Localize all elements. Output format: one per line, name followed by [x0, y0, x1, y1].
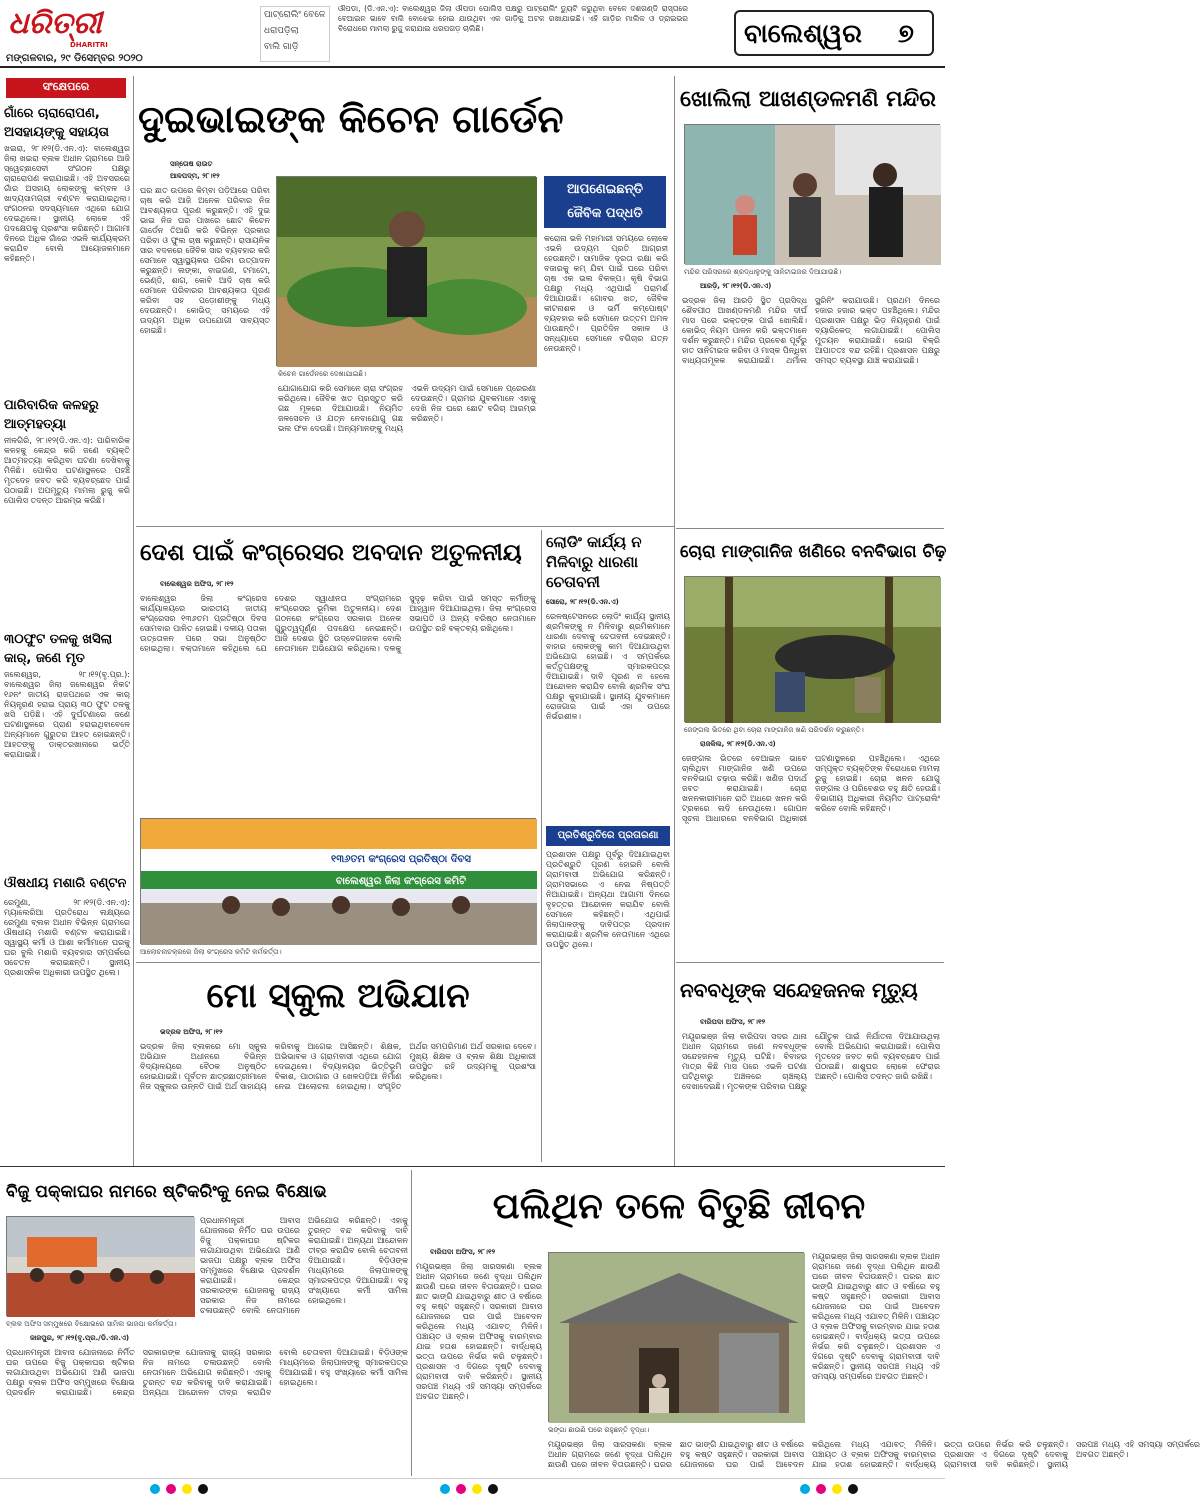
ear-line: ପାଟ୍ରୋଲିଂ ବେଳେ — [264, 10, 326, 20]
polythene-body-3: ମୟୂରଭଞ୍ଜ ଜିଲା ସାରସକଣା ବ୍ଲକ ଅଧୀନ ଗ୍ରାମରେ ଜଣେ ବୃଦ୍ଧା ପଲିଥିନ ଛାଉଣି ଘରେ ଜୀବନ ବିତାଉଛନ୍ତି। ଘରର ଛାତ ଭାଙ୍ଗି ଯାଇଥିବାରୁ ଶୀତ ଓ ବର୍ଷାରେ ବହୁ କଷ୍ଟ ସହୁଛନ୍ତି। ସରକାରୀ ଆବାସ ଯୋଜନାରେ ଘର ପାଇଁ ଆବେଦନ କରିଥିଲେ ମଧ୍ୟ ଏଯାବତ୍ ମିଳିନି। ପଞ୍ଚାୟତ ଓ ବ୍ଲକ ଅଫିସକୁ ବାରମ୍ବାର ଯାଇ ହତାଶ ହୋଇଛନ୍ତି। ବାର୍ଦ୍ଧକ୍ୟ ଭତ୍ତା ଉପରେ ନିର୍ଭର କରି ଚଳୁଛନ୍ତି। ପ୍ରଶାସନ ଏ ଦିଗରେ ଦୃଷ୍ଟି ଦେବାକୁ ଗ୍ରାମବାସୀ ଦାବି କରିଛନ୍ତି। ସ୍ଥାନୀୟ ସରପଞ୍ଚ ମଧ୍ୟ ଏହି ସମସ୍ୟା ସମ୍ପର୍କରେ ଅବଗତ ଅଛନ୍ତି। — [812, 1252, 940, 1381]
reg-mark-yellow — [832, 1484, 842, 1494]
reg-mark-yellow — [472, 1484, 482, 1494]
section-rule — [676, 528, 944, 529]
school-dateline: ଭଦ୍ରକ ଅଫିସ, ୨୮।୧୨ — [160, 1028, 223, 1036]
temple-body: ଭଦ୍ରକ ଜିଲା ଆରଡ଼ି ସ୍ଥିତ ପ୍ରସିଦ୍ଧ ଶୈବପୀଠ ଆଖଣ୍ଡଳମଣି ମନ୍ଦିର ଦୀର୍ଘ ମାସ ପରେ ଭକ୍ତଙ୍କ ପାଇଁ ଖୋଲିଛି। କୋଭିଡ୍ ନିୟମ ପାଳନ କରି ଭକ୍ତମାନେ ଦର୍ଶନ କରୁଛନ୍ତି। ମନ୍ଦିର ପ୍ରବେଶ ପୂର୍ବରୁ ହାତ ସାନିଟାଇଜ କରିବା ଓ ମାସ୍କ ପିନ୍ଧିବା ବାଧ୍ୟତାମୂଳକ କରାଯାଇଛି। ଥର୍ମାଲ ସ୍କ୍ରିନିଂ କରାଯାଉଛି। ପ୍ରଥମ ଦିନରେ ହଜାର ହଜାର ଭକ୍ତ ପହଞ୍ଚିଥିଲେ। ମନ୍ଦିର ପ୍ରଶାସନ ପକ୍ଷରୁ ଭିଡ଼ ନିୟନ୍ତ୍ରଣ ପାଇଁ ବ୍ୟାରିକେଡ୍ ଲଗାଯାଇଛି। ପୋଲିସ ମୁତୟନ କରାଯାଇଛି। ଭୋଗ ବିକ୍ରି ଆପାତତଃ ବନ୍ଦ ରହିଛି। ପ୍ରଶାସନ ପକ୍ଷରୁ ସମସ୍ତ ବ୍ୟବସ୍ଥା ଯାଞ୍ଚ କରାଯାଇଛି। — [682, 296, 940, 365]
brief-headline: ଔଷଧୀୟ ମଶାରି ବଣ୍ଟନ — [4, 876, 127, 891]
polythene-dateline: ବାରିପଦା ଅଫିସ, ୨୮।୧୨ — [430, 1248, 496, 1256]
forest-headline: ଚୋରା ମାଙ୍ଗାନିଜ ଖଣିରେ ବନବିଭାଗ ଚିଢ଼ — [680, 542, 947, 562]
biju-dateline: ଜାଜପୁର, ୨୮।୧୨(ବୃ.ପ୍ର./ଡି.ଏନ.ଏ) — [30, 1334, 130, 1342]
brief-body: ଖଇରା, ୨୮।୧୨(ଡି.ଏନ.ଏ): ବାଲେଶ୍ୱର ଜିଲା ଖଇରା ବ୍ଲକ ଅଧୀନ ଗ୍ରାମରେ ଆଜି ସ୍ୱେଚ୍ଛାସେବୀ ସଂଗଠନ ପକ୍ଷରୁ ଚାରାରୋପଣ କରାଯାଇଛି। ଏହି ଅବସରରେ ଗାଁର ଅସହାୟ ଲୋକଙ୍କୁ କମ୍ବଳ ଓ ଖାଦ୍ୟସାମଗ୍ରୀ ବଣ୍ଟନ କରାଯାଇଥିଲା। ସଂଗଠନର ସଦସ୍ୟମାନେ ଏଥିରେ ଯୋଗ ଦେଇଥିଲେ। ସ୍ଥାନୀୟ ଲୋକେ ଏହି ପଦକ୍ଷେପକୁ ପ୍ରଶଂସା କରିଛନ୍ତି। ଆଗାମୀ ଦିନରେ ଅଧିକ ଗାଁରେ ଏଭଳି କାର୍ଯ୍ୟକ୍ରମ କରାଯିବ ବୋଲି ଆୟୋଜକମାନେ କହିଛନ୍ତି। — [4, 144, 130, 263]
ear-line: ବାଲି ଗାଡ଼ି — [264, 42, 299, 52]
temple-photo-image — [685, 125, 941, 265]
forest-photo-image — [685, 577, 941, 723]
congress-caption: ଆଲୋଚନାଚକ୍ରରେ ଜିଲା କଂଗ୍ରେସ କମିଟି କର୍ମକର୍ତ୍ତା। — [140, 948, 282, 956]
column-rule — [133, 76, 134, 1166]
brief-body: ରେମୁଣା, ୨୮।୧୨(ଡି.ଏନ.ଏ): ମ୍ୟାଲେରିଆ ପ୍ରତିରୋଧ ଲକ୍ଷ୍ୟରେ ରେମୁଣା ବ୍ଲକ ଅଧୀନ ବିଭିନ୍ନ ଗ୍ରାମରେ ଔଷଧୀୟ ମଶାରି ବଣ୍ଟନ କରାଯାଇଛି। ସ୍ୱାସ୍ଥ୍ୟ କର୍ମୀ ଓ ଆଶା କର୍ମୀମାନେ ଘରକୁ ଘର ବୁଲି ମଶାରି ବ୍ୟବହାର ସମ୍ପର୍କରେ ସଚେତନ କରାଇଛନ୍ତି। ସ୍ଥାନୀୟ ପ୍ରଶାସନିକ ଅଧିକାରୀ ଉପସ୍ଥିତ ଥିଲେ। — [4, 898, 130, 977]
section-rule — [676, 962, 944, 963]
masthead — [0, 0, 945, 68]
polythene-caption: ଭଙ୍ଗା ଛାଉଣି ଘରେ ରହୁଛନ୍ତି ବୃଦ୍ଧା। — [548, 1426, 650, 1434]
temple-photo — [684, 124, 940, 264]
bride-headline: ନବବଧୂଙ୍କ ସନ୍ଦେହଜନକ ମୃତ୍ୟୁ — [680, 978, 918, 1002]
sidebar-tag: ସଂକ୍ଷେପରେ — [6, 78, 126, 98]
brief-headline: ଗାଁରେ ଚାରାରୋପଣ, ଅସହାୟଙ୍କୁ ସହାୟତା — [4, 106, 109, 140]
biju-photo — [6, 1216, 194, 1316]
forest-dateline: ରାଜକିଲ, ୨୮।୧୨(ଡି.ଏନ.ଏ) — [700, 740, 776, 748]
kitchen-garden-dateline: ଆଳପଦ୍ମ, ୨୮।୧୨ — [170, 172, 220, 180]
biju-headline: ବିଜୁ ପକ୍କାଘର ନାମରେ ଷ୍ଟିକରିଂକୁ ନେଇ ବିକ୍ଷୋଭ — [6, 1182, 327, 1202]
district-tag — [734, 10, 934, 56]
forest-caption: ଜେଙ୍ଗଲ ଭିତରେ ଥିବା ଚୋରା ମାଙ୍ଗାନିଜ ଖଣି ପରିଦର୍ଶନ କରୁଛନ୍ତି। — [684, 726, 864, 734]
brief-headline: ପାରିବାରିକ କଳହରୁ ଆତ୍ମହତ୍ୟା — [4, 398, 99, 432]
section-rule — [136, 526, 674, 527]
kitchen-garden-byline: ସନ୍ତୋଷ ରାଉତ — [170, 160, 213, 168]
sidebar-column — [4, 100, 130, 1160]
forest-photo — [684, 576, 940, 722]
reg-mark-cyan — [150, 1484, 160, 1494]
congress-body: ବାଲେଶ୍ୱର ଜିଲା କଂଗ୍ରେସ କାର୍ଯ୍ୟାଳୟରେ ଭାରତୀୟ ଜାତୀୟ କଂଗ୍ରେସର ୧୩୬ତମ ପ୍ରତିଷ୍ଠା ଦିବସ ସୋମବାର ପାଳିତ ହୋଇଛି। ଦଳୀୟ ପତାକା ଉତ୍ତୋଳନ ପରେ ସଭା ଅନୁଷ୍ଠିତ ହୋଇଥିଲା। ବକ୍ତାମାନେ କହିଥିଲେ ଯେ ଦେଶର ସ୍ୱାଧୀନତା ସଂଗ୍ରାମରେ କଂଗ୍ରେସର ଭୂମିକା ଅତୁଳନୀୟ। ଦେଶ ଗଠନରେ କଂଗ୍ରେସ ସରକାର ଅନେକ ଗୁରୁତ୍ୱପୂର୍ଣ୍ଣ ପଦକ୍ଷେପ ନେଇଛନ୍ତି। ଆଜି ଦେଶର ସ୍ଥିତି ଉଦ୍‌ବେଗଜନକ ବୋଲି ନେତାମାନେ ଅଭିଯୋଗ କରିଥିଲେ। ଦଳକୁ ସୁଦୃଢ଼ କରିବା ପାଇଁ ସମସ୍ତ କର୍ମୀଙ୍କୁ ଆହ୍ୱାନ ଦିଆଯାଇଥିଲା। ଜିଲା କଂଗ୍ରେସ ସଭାପତି ଓ ଅନ୍ୟ ବରିଷ୍ଠ ନେତାମାନେ ଉପସ୍ଥିତ ରହି ବକ୍ତବ୍ୟ ରଖିଥିଲେ। — [140, 594, 536, 653]
ear-line: ଧରାପଡ଼ିଲା — [264, 26, 299, 36]
school-body: ଭଦ୍ରକ ଜିଲା ବ୍ଲକରେ ମୋ ସ୍କୁଲ ଅଭିଯାନ ଅଧୀନରେ ବିଭିନ୍ନ ବିଦ୍ୟାଳୟରେ ବୈଠକ ଅନୁଷ୍ଠିତ ହୋଇଯାଇଛି। ପୂର୍ବତନ ଛାତ୍ରଛାତ୍ରୀମାନେ ନିଜ ସ୍କୁଲର ଉନ୍ନତି ପାଇଁ ଅର୍ଥ ସାହାଯ୍ୟ କରିବାକୁ ଆଗେଇ ଆସିଛନ୍ତି। ଶିକ୍ଷକ, ଅଭିଭାବକ ଓ ଗ୍ରାମବାସୀ ଏଥିରେ ଯୋଗ ଦେଇଥିଲେ। ବିଦ୍ୟାଳୟର ଭିତ୍ତିଭୂମି ବିକାଶ, ପାଠାଗାର ଓ ଖେଳପଡ଼ିଆ ନିର୍ମାଣ ନେଇ ଆଲୋଚନା ହୋଇଥିଲା। ସଂଗୃହିତ ଅର୍ଥର ସମପରିମାଣ ଅର୍ଥ ସରକାର ଦେବେ। ମୁଖ୍ୟ ଶିକ୍ଷକ ଓ ବ୍ଲକ ଶିକ୍ଷା ଅଧିକାରୀ ଉପସ୍ଥିତ ରହି ଉଦ୍ୟମକୁ ପ୍ରଶଂସା କରିଥିଲେ। — [140, 1042, 536, 1091]
organic-method-body: କରୋନା ଭଳି ମହାମାରୀ ସମୟରେ ଲୋକେ ଏଭଳି ଉଦ୍ୟମ ପ୍ରତି ଆଗ୍ରହୀ ହେଉଛନ୍ତି। ସାମାଜିକ ଦୂରତା ରକ୍ଷା କରି ବଜାରକୁ କମ୍ ଯିବା ପାଇଁ ଘରେ ପରିବା ଚାଷ ଏକ ଭଲ ବିକଳ୍ପ। କୃଷି ବିଭାଗ ପକ୍ଷରୁ ମଧ୍ୟ ଏଥିପାଇଁ ପରାମର୍ଶ ଦିଆଯାଉଛି। ଗୋବର ଖତ, ଜୈବିକ କୀଟନାଶକ ଓ ଭର୍ମି କମ୍ପୋଷ୍ଟ ବ୍ୟବହାର କରି ସେମାନେ ଉତ୍ତମ ଅମଳ ପାଉଛନ୍ତି। ପ୍ରତିଦିନ ସକାଳ ଓ ସନ୍ଧ୍ୟାରେ ସେମାନେ ବଗିଚାର ଯତ୍ନ ନେଉଛନ୍ତି। — [544, 234, 668, 353]
reg-mark-magenta — [816, 1484, 826, 1494]
district-name: ବାଲେଶ୍ୱର — [744, 19, 862, 49]
reg-mark-yellow — [182, 1484, 192, 1494]
newspaper-logo-sub: DHARITRI — [70, 41, 108, 49]
column-rule — [674, 76, 675, 1166]
brief-body: ଜଲେଶ୍ୱର, ୨୮।୧୨(ବୃ.ପ୍ର.): ବାଲେଶ୍ୱର ଜିଲା ଜଲେଶ୍ୱର ନିକଟ ୧୬ନଂ ଜାତୀୟ ରାଜପଥରେ ଏକ କାର୍ ନିୟନ୍ତ୍ରଣ ହରାଇ ପ୍ରାୟ ୩୦ ଫୁଟ ତଳକୁ ଖସି ପଡ଼ିଛି। ଏହି ଦୁର୍ଘଟଣାରେ ଜଣେ ଘଟଣାସ୍ଥଳରେ ପ୍ରାଣ ହରାଇଥିବାବେଳେ ଅନ୍ୟମାନେ ଗୁରୁତର ଆହତ ହୋଇଛନ୍ତି। ଆହତଙ୍କୁ ଡାକ୍ତରଖାନାରେ ଭର୍ତ୍ତି କରାଯାଇଛି। — [4, 670, 130, 759]
reg-mark-black — [198, 1484, 208, 1494]
loading-dateline: ସୋରୋ, ୨୮।୧୨(ଡି.ଏନ.ଏ) — [546, 598, 619, 606]
kitchen-garden-headline: ଦୁଇଭାଇଙ୍କ କିଚେନ ଗାର୍ଡେନ — [138, 97, 564, 141]
congress-photo — [140, 818, 536, 944]
section-rule — [136, 962, 540, 963]
forest-body: ଜେଙ୍ଗଲ ଭିତରେ ବେଆଇନ ଭାବେ ଚାଲିଥିବା ମାଙ୍ଗାନିଜ ଖଣି ଉପରେ ବନବିଭାଗ ଚଢ଼ାଉ କରିଛି। ଖଣିଜ ପଦାର୍ଥ ଜବତ କରାଯାଇଛି। ଚୋରା ଖନନକାରୀମାନେ ରାତି ଅଧରେ ଖନନ କରି ଟ୍ରକରେ ଲଦି ନେଉଥିଲେ। ଗୋପନ ସୂଚନା ଆଧାରରେ ବନବିଭାଗ ଅଧିକାରୀ ଘଟଣାସ୍ଥଳରେ ପହଞ୍ଚିଥିଲେ। ଏଥିରେ ସମ୍ପୃକ୍ତ ବ୍ୟକ୍ତିଙ୍କ ବିରୋଧରେ ମାମଲା ରୁଜୁ ହୋଇଛି। ଚୋରା ଖନନ ଯୋଗୁ ଜଙ୍ଗଲ ଓ ପରିବେଶର ବହୁ କ୍ଷତି ହେଉଛି। ବିଭାଗୀୟ ଅଧିକାରୀ ନିୟମିତ ପାଟ୍ରୋଲିଂ କରିବେ ବୋଲି କହିଛନ୍ତି। — [682, 754, 940, 823]
edition-date: ମଙ୍ଗଳବାର, ୨୯ ଡିସେମ୍ବର ୨୦୨୦ — [6, 53, 143, 64]
hut-photo-image — [549, 1253, 805, 1423]
polythene-body-2: ମୟୂରଭଞ୍ଜ ଜିଲା ସାରସକଣା ବ୍ଲକ ଅଧୀନ ଗ୍ରାମରେ ଜଣେ ବୃଦ୍ଧା ପଲିଥିନ ଛାଉଣି ଘରେ ଜୀବନ ବିତାଉଛନ୍ତି। ଘରର ଛାତ ଭାଙ୍ଗି ଯାଇଥିବାରୁ ଶୀତ ଓ ବର୍ଷାରେ ବହୁ କଷ୍ଟ ସହୁଛନ୍ତି। ସରକାରୀ ଆବାସ ଯୋଜନାରେ ଘର ପାଇଁ ଆବେଦନ କରିଥିଲେ ମଧ୍ୟ ଏଯାବତ୍ ମିଳିନି। ପଞ୍ଚାୟତ ଓ ବ୍ଲକ ଅଫିସକୁ ବାରମ୍ବାର ଯାଇ ହତାଶ ହୋଇଛନ୍ତି। ବାର୍ଦ୍ଧକ୍ୟ ଭତ୍ତା ଉପରେ ନିର୍ଭର କରି ଚଳୁଛନ୍ତି। ପ୍ରଶାସନ ଏ ଦିଗରେ ଦୃଷ୍ଟି ଦେବାକୁ ଗ୍ରାମବାସୀ ଦାବି କରିଛନ୍ତି। ସ୍ଥାନୀୟ ସରପଞ୍ଚ ମଧ୍ୟ ଏହି ସମସ୍ୟା ସମ୍ପର୍କରେ ଅବଗତ ଅଛନ୍ତି। — [548, 1440, 1200, 1469]
congress-dateline: ବାଲେଶ୍ୱର ଅଫିସ, ୨୮।୧୨ — [160, 580, 234, 588]
bride-body: ମୟୂରଭଞ୍ଜ ଜିଲା ବାରିପଦା ସଦର ଥାନା ଅଧୀନ ଗ୍ରାମରେ ଜଣେ ନବବଧୂଙ୍କ ସନ୍ଦେହଜନକ ମୃତ୍ୟୁ ଘଟିଛି। ବିବାହର ମାତ୍ର କିଛି ମାସ ପରେ ଏଭଳି ଘଟଣା ଘଟିଥିବାରୁ ଅଞ୍ଚଳରେ ଚାଞ୍ଚଲ୍ୟ ଦେଖାଦେଇଛି। ମୃତକଙ୍କ ପରିବାର ପକ୍ଷରୁ ଯୌତୁକ ପାଇଁ ନିର୍ଯାତନା ଦିଆଯାଉଥିଲା ବୋଲି ଅଭିଯୋଗ କରାଯାଇଛି। ପୋଲିସ ମୃତଦେହ ଜବତ କରି ବ୍ୟବଚ୍ଛେଦ ପାଇଁ ପଠାଇଛି। ଶାଶୁଘର ଲୋକେ ଫେରାର ଅଛନ୍ତି। ପୋଲିସ ତଦନ୍ତ ଜାରି ରଖିଛି। — [682, 1032, 940, 1091]
reg-mark-black — [488, 1484, 498, 1494]
top-news-brief: ଔପଡା, (ଡି.ଏନ.ଏ): ବାଲେଶ୍ୱର ଜିଲା ଔପଡା ପୋଲିସ ପକ୍ଷରୁ ପାଟ୍ରୋଲିଂ ଡ୍ୟୁଟି କରୁଥିବା ବେଳେ ଦଶଗଣ୍ଡି ରାସ୍ତାରେ ବେଆଇନ ଭାବେ ବାଲି ବୋଝେଇ ହୋଇ ଯାଉଥିବା ଏକ ଗାଡ଼ିକୁ ଅଟକ ରଖାଯାଇଛି। ଏହି ଗାଡ଼ିର ମାଲିକ ଓ ଡ୍ରାଇଭର ବିରୋଧରେ ମାମଲା ରୁଜୁ କରାଯାଇ ଧରପଗଡ଼ ଚାଲିଛି। — [338, 4, 688, 33]
column-rule — [411, 1170, 412, 1476]
loading-sub-body: ପ୍ରଶାସନ ପକ୍ଷରୁ ପୂର୍ବରୁ ଦିଆଯାଇଥିବା ପ୍ରତିଶ୍ରୁତି ପୂରଣ ହୋଇନି ବୋଲି ଗ୍ରାମବାସୀ ଅଭିଯୋଗ କରିଛନ୍ତି। ଗ୍ରାମସଭାରେ ଏ ନେଇ ନିଷ୍ପତ୍ତି ନିଆଯାଇଛି। ଅନ୍ୟଥା ଆଗାମୀ ଦିନରେ ବୃହତ୍ତର ଆନ୍ଦୋଳନ କରାଯିବ ବୋଲି ସେମାନେ କହିଛନ୍ତି। ଏଥିପାଇଁ ଜିଲାପାଳଙ୍କୁ ଦାବିପତ୍ର ପ୍ରଦାନ କରାଯାଇଛି। ଶ୍ରମିକ ନେତାମାନେ ଏଥିରେ ଉପସ୍ଥିତ ଥିଲେ। — [546, 850, 670, 949]
loading-sub-tag: ପ୍ରତିଶ୍ରୁତିରେ ପ୍ରତାରଣା — [546, 826, 670, 846]
polythene-photo — [548, 1252, 804, 1422]
school-headline: ମୋ ସ୍କୁଲ ଅଭିଯାନ — [206, 976, 470, 1016]
biju-caption: ବ୍ଲକ ଅଫିସ ସମ୍ମୁଖରେ ବିକ୍ଷୋଭରେ ସାମିଲ ଭାଜପା କର୍ମକର୍ତ୍ତା। — [6, 1320, 177, 1328]
temple-headline: ଖୋଲିଲା ଆଖଣ୍ଡଳମଣି ମନ୍ଦିର — [680, 87, 936, 112]
kitchen-garden-body: ଘର ଛାତ ଉପରେ କିମ୍ବା ପଡ଼ିଆରେ ପରିବା ଚାଷ କରି ଆଜି ଅନେକ ପରିବାର ନିଜ ଆବଶ୍ୟକତା ପୂରଣ କରୁଛନ୍ତି। ଏହି ଦୁଇ ଭାଇ ନିଜ ଘର ପାଖରେ ଛୋଟ କିଚେନ ଗାର୍ଡେନ ତିଆରି କରି ବିଭିନ୍ନ ପ୍ରକାର ପରିବା ଓ ଫୁଲ ଚାଷ କରୁଛନ୍ତି। ରାସାୟନିକ ସାର ବଦଳରେ ଜୈବିକ ସାର ବ୍ୟବହାର କରି ସେମାନେ ସ୍ୱାସ୍ଥ୍ୟକର ପରିବା ଉତ୍ପାଦନ କରୁଛନ୍ତି। ଲଙ୍କା, ବାଇଗଣ, ଟମାଟୋ, ଭେଣ୍ଡି, ଶାଗ, କୋବି ଆଦି ଚାଷ କରି ସେମାନେ ପରିବାରର ଆବଶ୍ୟକତା ପୂରଣ କରିବା ସହ ପଡ଼ୋଶୀଙ୍କୁ ମଧ୍ୟ ଦେଉଛନ୍ତି। କୋଭିଡ୍ ସମୟରେ ଏହି ଉଦ୍ୟମ ଅଧିକ ଉପଯୋଗୀ ସାବ୍ୟସ୍ତ ହୋଇଛି। — [140, 186, 270, 335]
reg-mark-cyan — [800, 1484, 810, 1494]
reg-mark-cyan — [440, 1484, 450, 1494]
bride-dateline: ବାରିପଦା ଅଫିସ, ୨୮।୧୨ — [700, 1018, 766, 1026]
ear-teaser — [260, 6, 330, 62]
reg-mark-magenta — [456, 1484, 466, 1494]
protest-photo-image — [7, 1217, 195, 1317]
polythene-body: ମୟୂରଭଞ୍ଜ ଜିଲା ସାରସକଣା ବ୍ଲକ ଅଧୀନ ଗ୍ରାମରେ ଜଣେ ବୃଦ୍ଧା ପଲିଥିନ ଛାଉଣି ଘରେ ଜୀବନ ବିତାଉଛନ୍ତି। ଘରର ଛାତ ଭାଙ୍ଗି ଯାଇଥିବାରୁ ଶୀତ ଓ ବର୍ଷାରେ ବହୁ କଷ୍ଟ ସହୁଛନ୍ତି। ସରକାରୀ ଆବାସ ଯୋଜନାରେ ଘର ପାଇଁ ଆବେଦନ କରିଥିଲେ ମଧ୍ୟ ଏଯାବତ୍ ମିଳିନି। ପଞ୍ଚାୟତ ଓ ବ୍ଲକ ଅଫିସକୁ ବାରମ୍ବାର ଯାଇ ହତାଶ ହୋଇଛନ୍ତି। ବାର୍ଦ୍ଧକ୍ୟ ଭତ୍ତା ଉପରେ ନିର୍ଭର କରି ଚଳୁଛନ୍ତି। ପ୍ରଶାସନ ଏ ଦିଗରେ ଦୃଷ୍ଟି ଦେବାକୁ ଗ୍ରାମବାସୀ ଦାବି କରିଛନ୍ତି। ସ୍ଥାନୀୟ ସରପଞ୍ଚ ମଧ୍ୟ ଏହି ସମସ୍ୟା ସମ୍ପର୍କରେ ଅବଗତ ଅଛନ୍ତି। — [416, 1262, 542, 1401]
column-rule — [541, 530, 542, 1162]
temple-dateline: ଆରଡ଼ି, ୨୮।୧୨(ଡି.ଏନ.ଏ) — [700, 282, 772, 290]
congress-banner-sub: ବାଲେଶ୍ୱର ଜିଲା କଂଗ୍ରେସ କମିଟି — [335, 876, 467, 887]
brief-body: ନୀଳଗିରି, ୨୮।୧୨(ଡି.ଏନ.ଏ): ପାରିବାରିକ କଳହକୁ କେନ୍ଦ୍ର କରି ଜଣେ ବ୍ୟକ୍ତି ଆତ୍ମହତ୍ୟା କରିଥିବା ଘଟଣା ଦେଖିବାକୁ ମିଳିଛି। ପୋଲିସ ଘଟଣାସ୍ଥଳରେ ପହଞ୍ଚି ମୃତଦେହ ଜବତ କରି ବ୍ୟବଚ୍ଛେଦ ପାଇଁ ପଠାଇଛି। ଅପମୃତ୍ୟୁ ମାମଲା ରୁଜୁ କରି ପୋଲିସ ତଦନ୍ତ ଆରମ୍ଭ କରିଛି। — [4, 436, 130, 505]
polythene-headline: ପଲିଥିନ ତଳେ ବିତୁଛି ଜୀବନ — [492, 1186, 866, 1227]
biju-body: ପ୍ରଧାନମନ୍ତ୍ରୀ ଆବାସ ଯୋଜନାରେ ନିର୍ମିତ ଘର ଉପରେ ବିଜୁ ପକ୍କାଘର ଷ୍ଟିକର ଲଗାଯାଉଥିବା ଅଭିଯୋଗ ଆଣି ଭାଜପା ପକ୍ଷରୁ ବ୍ଲକ ଅଫିସ ସମ୍ମୁଖରେ ବିକ୍ଷୋଭ ପ୍ରଦର୍ଶନ କରାଯାଇଛି। କେନ୍ଦ୍ର ସରକାରଙ୍କ ଯୋଜନାକୁ ରାଜ୍ୟ ସରକାର ନିଜ ନାମରେ ଚଳାଉଛନ୍ତି ବୋଲି ନେତାମାନେ ଅଭିଯୋଗ କରିଛନ୍ତି। ଏହାକୁ ତୁରନ୍ତ ବନ୍ଦ କରିବାକୁ ଦାବି କରାଯାଇଛି। ଅନ୍ୟଥା ଆନ୍ଦୋଳନ ତୀବ୍ର କରାଯିବ ବୋଲି ଚେତାବନୀ ଦିଆଯାଇଛି। ବିଡ଼ିଓଙ୍କ ମାଧ୍ୟମରେ ଜିଲାପାଳଙ୍କୁ ସ୍ମାରକପତ୍ର ଦିଆଯାଇଛି। ବହୁ ସଂଖ୍ୟାରେ କର୍ମୀ ସାମିଲ ହୋଇଥିଲେ। — [6, 1348, 408, 1397]
reg-mark-black — [848, 1484, 858, 1494]
reg-mark-magenta — [166, 1484, 176, 1494]
organic-method-title: ଆପଣେଇଛନ୍ତି ଜୈବିକ ପଦ୍ଧତି — [567, 182, 643, 221]
brief-headline: ୩୦ଫୁଟ ତଳକୁ ଖସିଲା କାର୍, ଜଣେ ମୃତ — [4, 632, 113, 666]
print-registration-strip — [0, 1478, 945, 1498]
section-rule — [0, 1166, 945, 1167]
kitchen-garden-body-2: ଯୋଗାଯୋଗ କରି ସେମାନେ ଚାରା ସଂଗ୍ରହ କରିଥିଲେ। ଜୈବିକ ଖତ ପ୍ରସ୍ତୁତ କରି ଗଛ ମୂଳରେ ଦିଆଯାଉଛି। ନିୟମିତ ଜଳସେଚନ ଓ ଯତ୍ନ ନେବାଯୋଗୁ ଗଛ ଭଲ ଫଳ ଦେଉଛି। ଅନ୍ୟମାନଙ୍କୁ ମଧ୍ୟ ଏଭଳି ଉଦ୍ୟମ ପାଇଁ ସେମାନେ ପ୍ରେରଣା ଦେଉଛନ୍ତି। ଗ୍ରାମର ଯୁବକମାନେ ଏହାକୁ ଦେଖି ନିଜ ଘରେ ଛୋଟ ବଗିଚା ଆରମ୍ଭ କରିଛନ୍ତି। — [278, 384, 536, 433]
newspaper-logo: ଧରିତ୍ରୀ — [8, 6, 102, 41]
congress-headline: ଦେଶ ପାଇଁ କଂଗ୍ରେସର ଅବଦାନ ଅତୁଳନୀୟ — [140, 540, 522, 566]
garden-photo-image — [277, 177, 537, 367]
congress-banner-title: ୧୩୬ତମ କଂଗ୍ରେସ ପ୍ରତିଷ୍ଠା ଦିବସ — [331, 854, 471, 865]
biju-body-side: ପ୍ରଧାନମନ୍ତ୍ରୀ ଆବାସ ଯୋଜନାରେ ନିର୍ମିତ ଘର ଉପରେ ବିଜୁ ପକ୍କାଘର ଷ୍ଟିକର ଲଗାଯାଉଥିବା ଅଭିଯୋଗ ଆଣି ଭାଜପା ପକ୍ଷରୁ ବ୍ଲକ ଅଫିସ ସମ୍ମୁଖରେ ବିକ୍ଷୋଭ ପ୍ରଦର୍ଶନ କରାଯାଇଛି। କେନ୍ଦ୍ର ସରକାରଙ୍କ ଯୋଜନାକୁ ରାଜ୍ୟ ସରକାର ନିଜ ନାମରେ ଚଳାଉଛନ୍ତି ବୋଲି ନେତାମାନେ ଅଭିଯୋଗ କରିଛନ୍ତି। ଏହାକୁ ତୁରନ୍ତ ବନ୍ଦ କରିବାକୁ ଦାବି କରାଯାଇଛି। ଅନ୍ୟଥା ଆନ୍ଦୋଳନ ତୀବ୍ର କରାଯିବ ବୋଲି ଚେତାବନୀ ଦିଆଯାଇଛି। ବିଡ଼ିଓଙ୍କ ମାଧ୍ୟମରେ ଜିଲାପାଳଙ୍କୁ ସ୍ମାରକପତ୍ର ଦିଆଯାଇଛି। ବହୁ ସଂଖ୍ୟାରେ କର୍ମୀ ସାମିଲ ହୋଇଥିଲେ। — [200, 1216, 408, 1315]
loading-headline: ଲୋଡିଂ କାର୍ଯ୍ୟ ନ ମିଳିବାରୁ ଧାରଣା ଚେତାବନୀ — [546, 533, 642, 591]
page-number: ୭ — [898, 19, 914, 49]
kitchen-garden-photo — [276, 176, 536, 366]
organic-method-box — [544, 176, 666, 228]
temple-caption: ମନ୍ଦିର ପରିସରରେ ଶ୍ରଦ୍ଧାଳୁଙ୍କୁ ସାନିଟାଇଜର ଦିଆଯାଉଛି। — [684, 268, 842, 276]
loading-body: ରେଳଷ୍ଟେସନରେ ଲୋଡିଂ କାର୍ଯ୍ୟ ସ୍ଥାନୀୟ ଶ୍ରମିକଙ୍କୁ ନ ମିଳିବାରୁ ଶ୍ରମିକମାନେ ଧାରଣା ଦେବାକୁ ଚେତାବନୀ ଦେଇଛନ୍ତି। ବାହାର ଲୋକଙ୍କୁ କାମ ଦିଆଯାଉଥିବା ଅଭିଯୋଗ ହୋଇଛି। ଏ ସମ୍ପର୍କରେ କର୍ତ୍ତୃପକ୍ଷଙ୍କୁ ସ୍ମାରକପତ୍ର ଦିଆଯାଇଛି। ଦାବି ପୂରଣ ନ ହେଲେ ଆନ୍ଦୋଳନ କରାଯିବ ବୋଲି ଶ୍ରମିକ ସଂଘ ପକ୍ଷରୁ କୁହାଯାଇଛି। ସ୍ଥାନୀୟ ଯୁବକମାନେ ରୋଜଗାର ପାଇଁ ଏହା ଉପରେ ନିର୍ଭରଶୀଳ। — [546, 612, 670, 721]
kitchen-garden-caption: କିଚେନ ଗାର୍ଡେନରେ ଦେଖାଯାଇଛି। — [278, 370, 367, 378]
